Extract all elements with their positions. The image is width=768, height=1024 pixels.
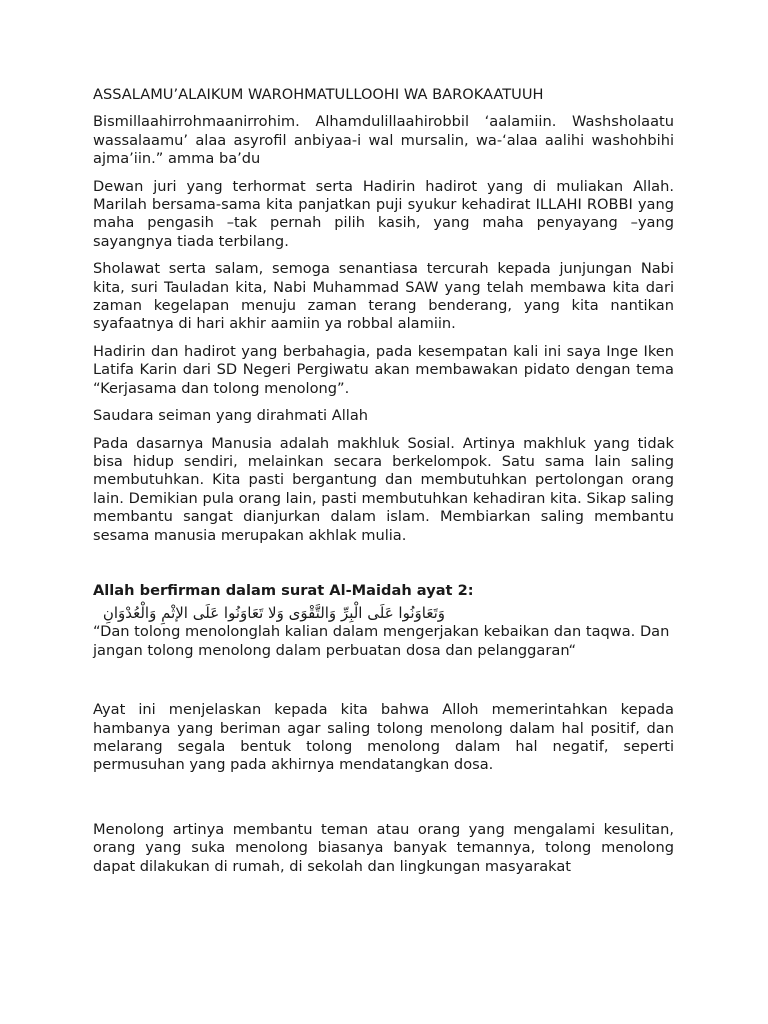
- greeting-line: ASSALAMU’ALAIKUM WAROHMATULLOOHI WA BAROKAATUUH: [93, 86, 544, 103]
- paragraph-explanation: Ayat ini menjelaskan kepada kita bahwa Alloh memerintahkan kepada hambanya yang beriman agar saling tolong menolong dalam hal positif, dan melarang segala bentuk tolong menolong dalam hal negatif, seperti permusuhan yang pada akhirnya mendatangkan dosa.: [93, 701, 674, 774]
- verse-arabic: وَتَعَاوَنُوا عَلَى الْبِرِّ وَالتَّقْوَى وَلا تَعَاوَنُوا عَلَى الإثْمِ وَالْعُدْوَانِ: [102, 604, 445, 623]
- paragraph-address: Saudara seiman yang dirahmati Allah: [93, 407, 369, 425]
- paragraph-respect: Dewan juri yang terhormat serta Hadirin hadirot yang di muliakan Allah. Marilah bersama-sama kita panjatkan puji syukur kehadirat ILLAHI ROBBI yang maha pengasih –tak pernah pilih kasih, yang maha penyayang –yang sayangnya tiada terbilang.: [93, 177, 674, 250]
- paragraph-sholawat: Sholawat serta salam, semoga senantiasa tercurah kepada junjungan Nabi kita, suri Tauladan kita, Nabi Muhammad SAW yang telah membawa kita dari zaman kegelapan menuju zaman terang benderang, yang kita nantikan syafaatnya di hari akhir aamiin ya robbal alamiin.: [93, 260, 674, 333]
- paragraph-closing: Menolong artinya membantu teman atau orang yang mengalami kesulitan, orang yang suka menolong biasanya banyak temannya, tolong menolong dapat dilakukan di rumah, di sekolah dan lingkungan masyarakat: [93, 820, 674, 875]
- verse-heading: Allah berfirman dalam surat Al-Maidah ayat 2:: [93, 581, 474, 599]
- paragraph-introduction: Hadirin dan hadirot yang berbahagia, pada kesempatan kali ini saya Inge Iken Latifa Karin dari SD Negeri Pergiwatu akan membawakan pidato dengan tema “Kerjasama dan tolong menolong”.: [93, 342, 674, 397]
- opening-paragraph: Bismillaahirrohmaanirrohim. Alhamdulillaahirobbil ‘aalamiin. Washsholaatu wassalaamu’ alaa asyrofil anbiyaa-i wal mursalin, wa-‘alaa aalihi washohbihi ajma’iin.” amma ba’du: [93, 113, 674, 168]
- verse-translation: “Dan tolong menolonglah kalian dalam mengerjakan kebaikan dan taqwa. Dan jangan tolong menolong dalam perbuatan dosa dan pelanggaran“: [93, 623, 670, 659]
- document-page: [93, 86, 674, 885]
- paragraph-social-being: Pada dasarnya Manusia adalah makhluk Sosial. Artinya makhluk yang tidak bisa hidup sendiri, melainkan secara berkelompok. Satu sama lain saling membutuhkan. Kita pasti bergantung dan membutuhkan pertolongan orang lain. Demikian pula orang lain, pasti membutuhkan kehadiran kita. Sikap saling membantu sangat dianjurkan dalam islam. Membiarkan saling membantu sesama manusia merupakan akhlak mulia.: [93, 434, 674, 544]
